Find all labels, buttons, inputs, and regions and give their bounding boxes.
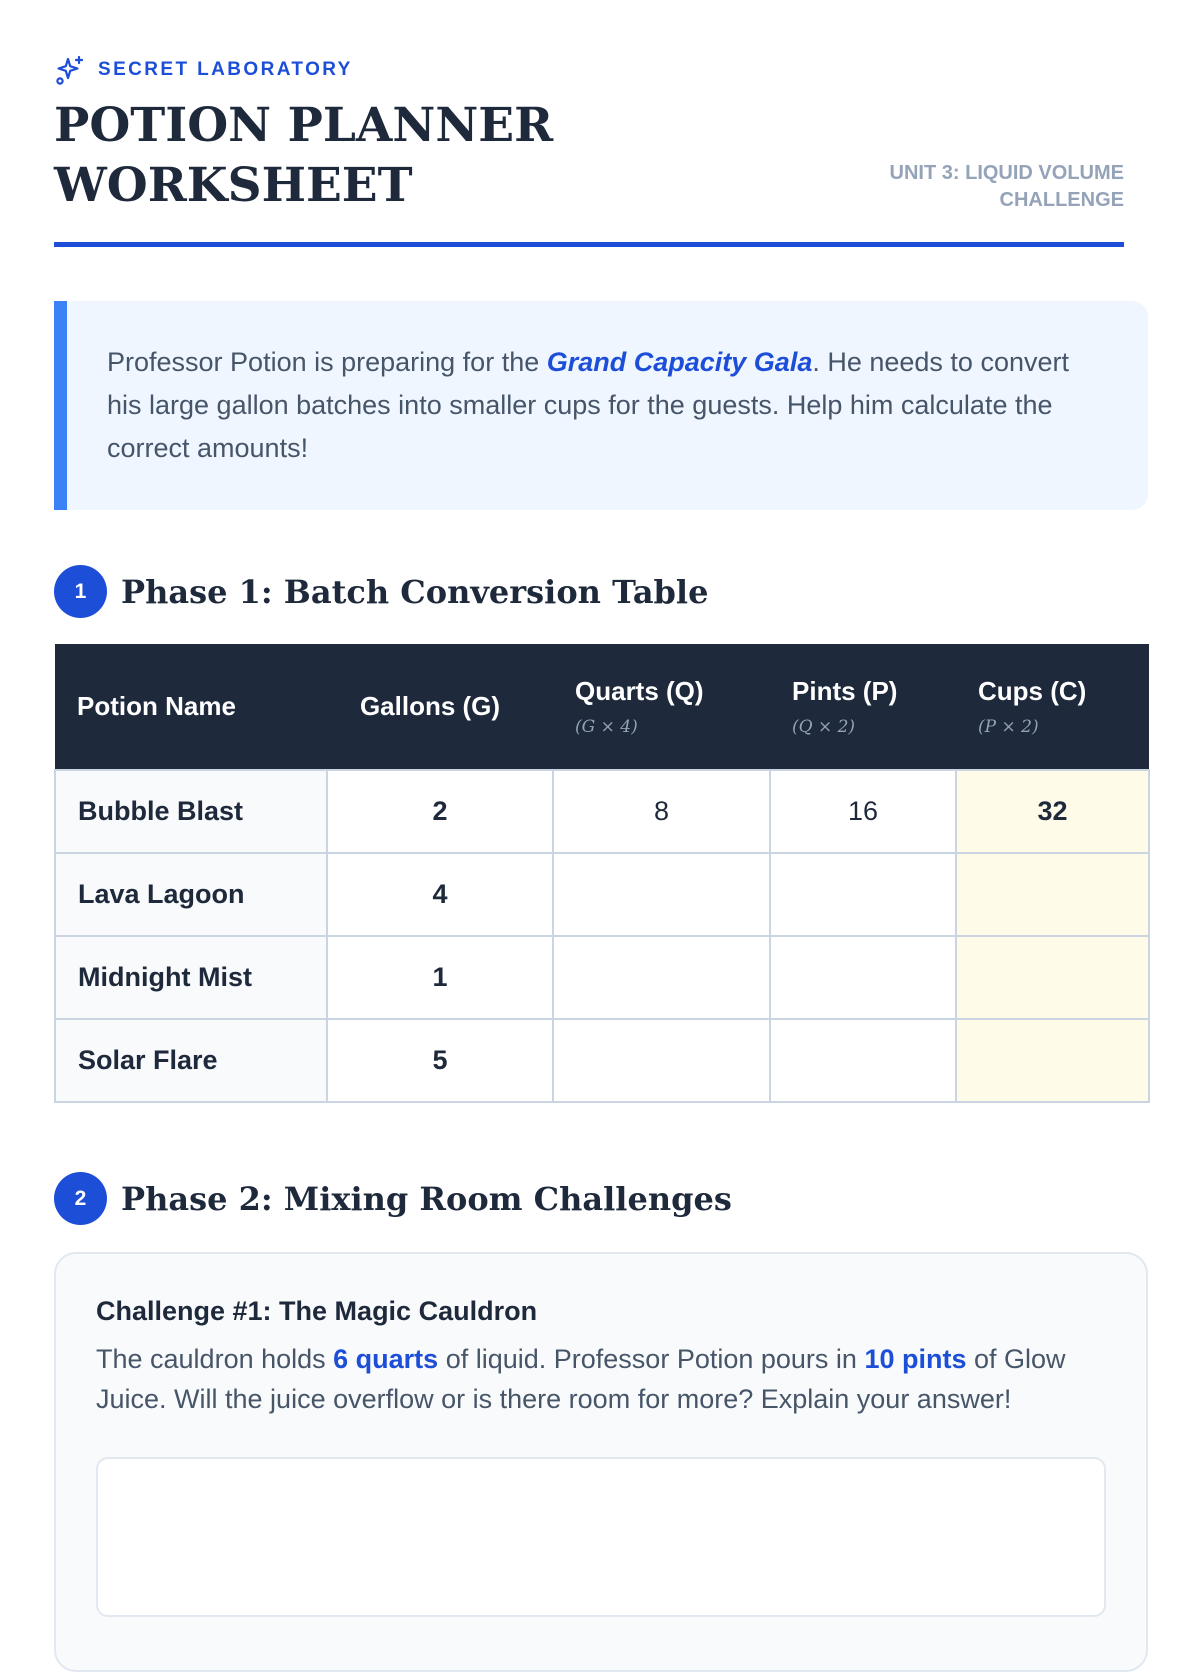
pints-answer-cell[interactable] <box>770 1019 956 1102</box>
challenge-title: Challenge #1: The Magic Cauldron <box>96 1296 538 1326</box>
phase1-heading <box>54 565 708 618</box>
pints-answer-cell[interactable] <box>770 853 956 936</box>
answer-box[interactable] <box>96 1457 1106 1617</box>
cups-answer-cell[interactable] <box>956 936 1149 1019</box>
col-header-label: Potion Name <box>77 691 236 721</box>
col-header-gallons <box>327 644 553 770</box>
gallons-cell: 4 <box>327 853 553 936</box>
phase2-heading <box>54 1172 732 1225</box>
col-header-pints <box>770 644 956 770</box>
col-header-label: Quarts (Q) <box>575 676 704 706</box>
gallons-cell: 5 <box>327 1019 553 1102</box>
table-row <box>55 1019 1149 1102</box>
col-header-potion-name <box>55 644 327 770</box>
potion-name-cell: Solar Flare <box>55 1019 327 1102</box>
table-header-row <box>55 644 1149 770</box>
quarts-answer-cell[interactable] <box>553 853 770 936</box>
phase2-number-badge: 2 <box>54 1172 107 1225</box>
cups-formula: (P × 2) <box>978 717 1039 737</box>
challenge-highlight-quarts: 6 quarts <box>333 1344 439 1374</box>
col-header-quarts <box>553 644 770 770</box>
cups-answer-cell[interactable] <box>956 853 1149 936</box>
challenge-highlight-pints: 10 pints <box>864 1344 967 1374</box>
challenge-text-part: of Glow Juice. Will the juice overflow or is there room for more? Explain your answer! <box>96 1344 1066 1414</box>
intro-callout <box>54 301 1148 510</box>
table-row <box>55 936 1149 1019</box>
challenge-text <box>96 1339 1106 1419</box>
sparkles-icon <box>54 54 86 86</box>
quarts-formula: (G × 4) <box>575 717 638 737</box>
challenge-text-part: of liquid. Professor Potion pours in <box>438 1344 865 1374</box>
brand-label: SECRET LABORATORY <box>98 59 353 80</box>
col-header-label: Gallons (G) <box>359 691 501 721</box>
col-header-label: Cups (C) <box>978 676 1087 706</box>
brand <box>54 54 353 86</box>
pints-answer-cell[interactable]: 16 <box>770 770 956 853</box>
pints-formula: (Q × 2) <box>792 717 856 737</box>
table-row <box>55 770 1149 853</box>
phase2-title: Phase 2: Mixing Room Challenges <box>121 1179 732 1218</box>
challenge-text-part: The cauldron holds <box>96 1344 334 1374</box>
unit-label: UNIT 3: LIQUID VOLUME CHALLENGE <box>889 162 1124 211</box>
potion-name-cell: Midnight Mist <box>55 936 327 1019</box>
pints-answer-cell[interactable] <box>770 936 956 1019</box>
cups-answer-cell[interactable] <box>956 1019 1149 1102</box>
quarts-answer-cell[interactable]: 8 <box>553 770 770 853</box>
col-header-label: Pints (P) <box>792 676 898 706</box>
conversion-table <box>54 644 1150 1103</box>
page-title: POTION PLANNER WORKSHEET <box>54 98 554 213</box>
intro-highlight: Grand Capacity Gala <box>546 347 813 377</box>
intro-text-start: Professor Potion is preparing for the <box>107 347 547 377</box>
quarts-answer-cell[interactable] <box>553 936 770 1019</box>
col-header-cups <box>956 644 1149 770</box>
cups-answer-cell[interactable]: 32 <box>956 770 1149 853</box>
intro-text-end: . He needs to convert his large gallon batches into smaller cups for the guests. Help him calculate the correct amounts! <box>107 347 1069 463</box>
table-row <box>55 853 1149 936</box>
gallons-cell: 2 <box>327 770 553 853</box>
phase1-title: Phase 1: Batch Conversion Table <box>121 572 709 611</box>
gallons-cell: 1 <box>327 936 553 1019</box>
challenge-card <box>54 1252 1148 1672</box>
potion-name-cell: Lava Lagoon <box>55 853 327 936</box>
worksheet-header <box>54 0 1124 247</box>
potion-name-cell: Bubble Blast <box>55 770 327 853</box>
quarts-answer-cell[interactable] <box>553 1019 770 1102</box>
phase1-number-badge: 1 <box>54 565 107 618</box>
